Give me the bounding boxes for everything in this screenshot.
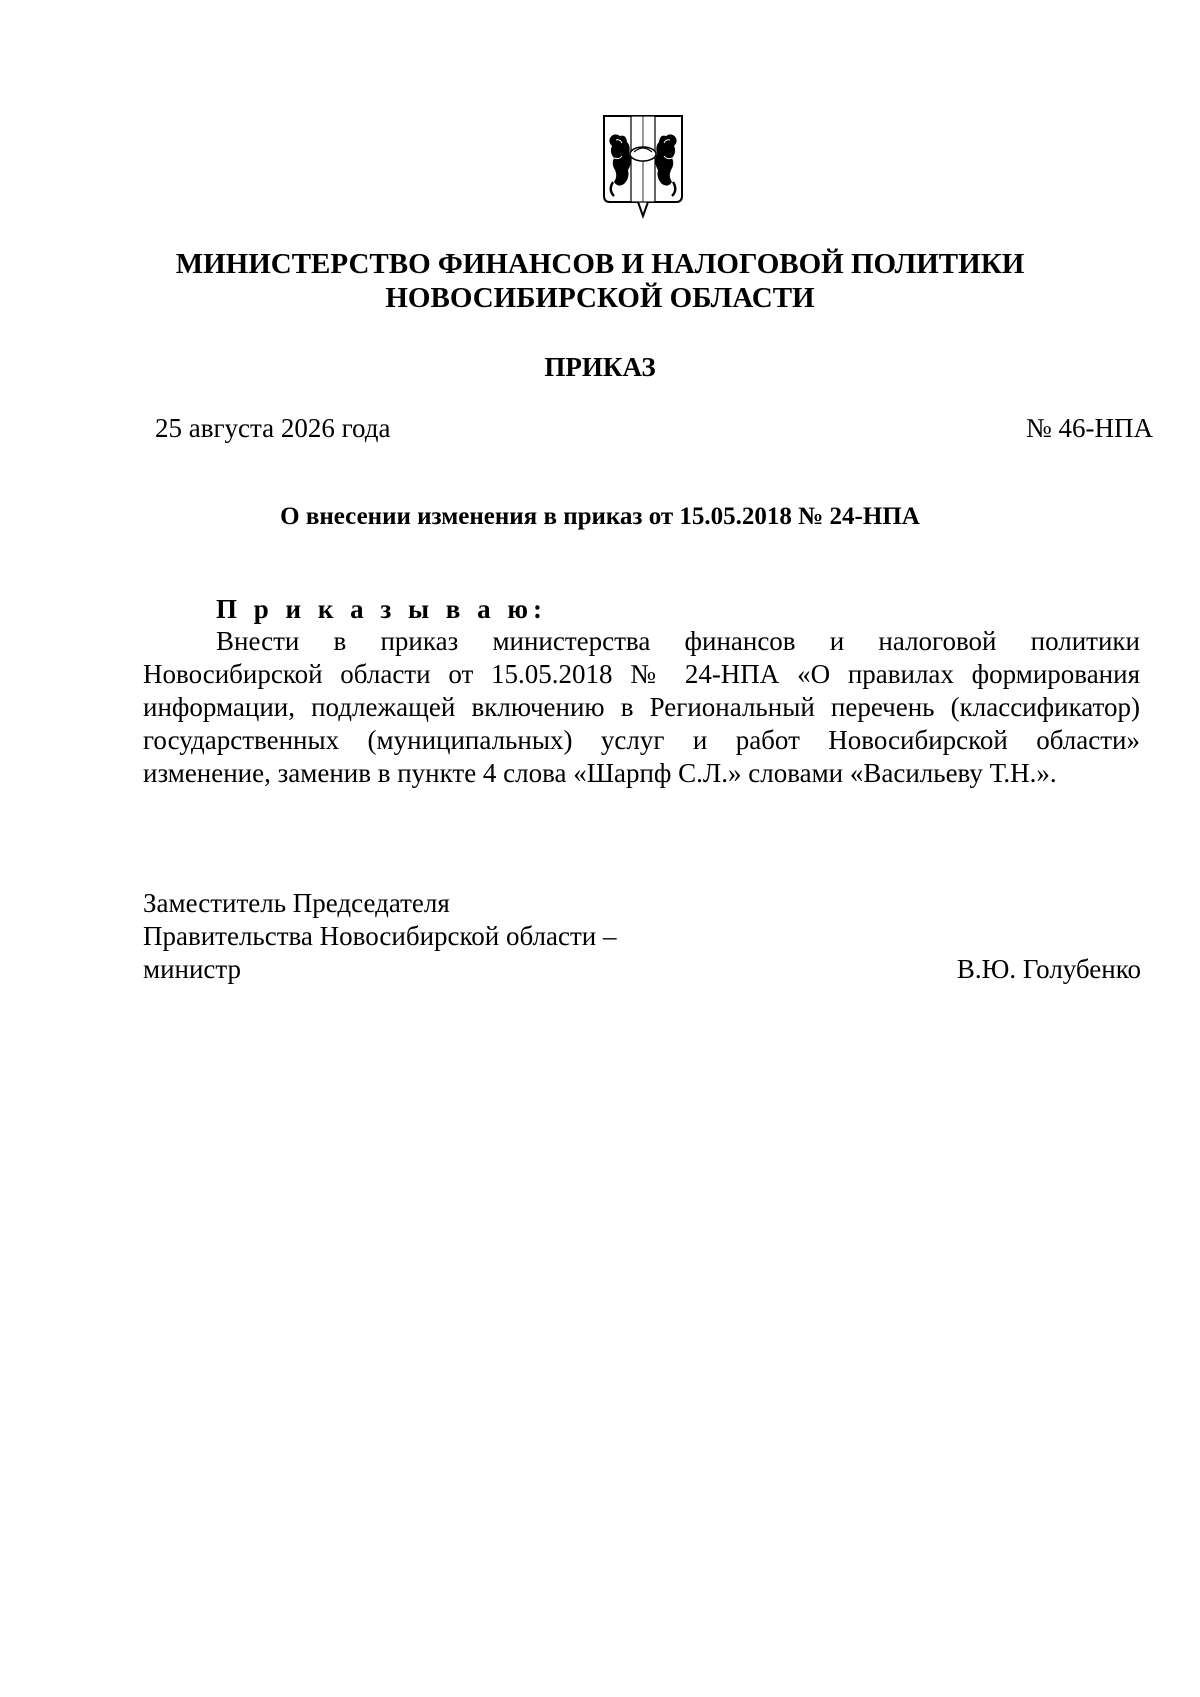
document-type: ПРИКАЗ — [544, 352, 656, 382]
order-word: П р и к а з ы в а ю: — [216, 594, 548, 624]
body-line: изменение, заменив в пункте 4 слова «Шарпф С.Л.» словами «Васильеву Т.Н.». — [143, 758, 1057, 788]
signer-title — [143, 887, 616, 986]
ministry-name-line-2: НОВОСИБИРСКОЙ ОБЛАСТИ — [385, 282, 815, 314]
body-line: информации, подлежащей включению в Региональный перечень (классификатор) — [143, 692, 1140, 722]
ministry-name-line-1: МИНИСТЕРСТВО ФИНАНСОВ И НАЛОГОВОЙ ПОЛИТИКИ — [175, 248, 1025, 280]
body-line: государственных (муниципальных) услуг и работ Новосибирской области» — [143, 725, 1140, 755]
ministry-name — [0, 247, 1200, 315]
signer-title-line: Заместитель Председателя — [143, 888, 450, 918]
body-line: Внести в приказ министерства финансов и налоговой политики — [216, 626, 1140, 656]
document-subject: О внесении изменения в приказ от 15.05.2018 № 24-НПА — [280, 503, 920, 530]
document-date: 25 августа 2026 года — [155, 413, 391, 443]
signer-name: В.Ю. Голубенко — [956, 954, 1141, 984]
body-paragraph — [143, 625, 1140, 790]
body-line: Новосибирской области от 15.05.2018 № 24-НПА «О правилах формирования — [143, 659, 1140, 689]
coat-of-arms-icon — [600, 112, 686, 220]
document-number: № 46-НПА — [1026, 413, 1153, 443]
signer-title-line: министр — [143, 954, 242, 984]
signer-title-line: Правительства Новосибирской области – — [143, 921, 617, 951]
